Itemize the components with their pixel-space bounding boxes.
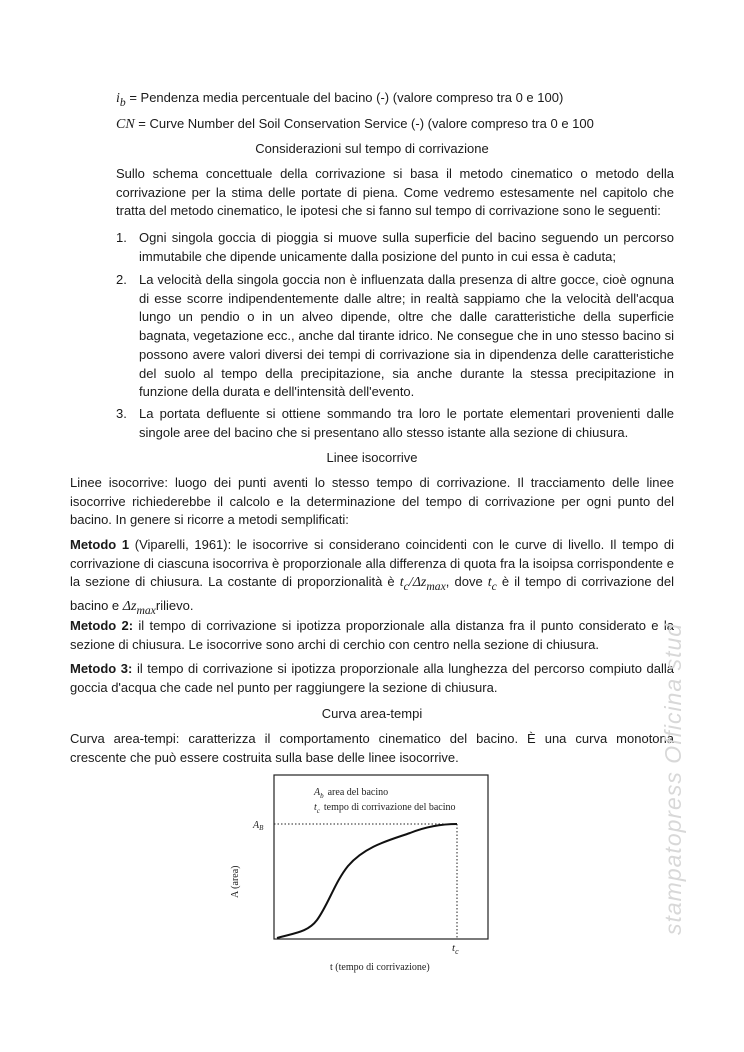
formula-tc: $t_c$ — [487, 575, 497, 594]
legend-ab: $A_b$ area del bacino — [314, 787, 389, 800]
paragraph-curva-intro: Curva area-tempi: caratterizza il comportamento cinematico del bacino. È una curva monotona crescente che può essere costruita sulla base delle linee isocorrive. — [70, 731, 674, 765]
metodo-2-label: Metodo 2: — [70, 618, 134, 633]
y-axis-label: A (area) — [230, 865, 241, 898]
list-item-hypothesis-2: La velocità della singola goccia non è influenzata dalla presenza di altre gocce, cioè ognuna di esse scorre indipendentemente dalle altre; in realtà sappiamo che la velocità dell'acqua lungo un pendio o in un alveo dipende, oltre che dalle caratteristiche della superficie bagnata, vegetazione ecc., anche dal tirante idrico. Ne consegue che in uno stesso bacino si possono avere valori diversi dei tempi di corrivazione sia in dipendenza delle caratteristiche del suolo al tempo della precipitazione, sia anche durante la stessa precipitazione in funzione della durata e dell'intensità dell'evento. — [139, 272, 674, 400]
area-time-curve-figure — [220, 770, 520, 980]
list-number-1: 1. — [116, 230, 127, 245]
x-axis-label: t (tempo di corrivazione) — [330, 962, 430, 973]
ab-label: $A_B$ — [253, 820, 264, 832]
definition-ib: $i_b$ = Pendenza media percentuale del bacino (-) (valore compreso tra 0 e 100) — [116, 90, 564, 109]
definition-cn: CN = Curve Number del Soil Conservation Service (-) (valore compreso tra 0 e 100 — [116, 116, 594, 132]
formula-dz-max: $\Delta z_{max}$ — [122, 598, 156, 617]
paragraph-metodo-1: Metodo 1 (Viparelli, 1961): le isocorrive si considerano coincidenti con le curve di livello. Il tempo di corrivazione di ciascuna isocorriva è proporzionale alla differenza di quota fra la isoipsa corrispondente e la sezione di chiusura. La costante di proporzionalità è $t_c/\Delta z_{max}$, dove $t_c$ è il tempo di corrivazione del bacino e $\Delta z_{max}rilievo$. — [70, 537, 675, 617]
list-number-2: 2. — [116, 272, 127, 287]
list-item-hypothesis-1: Ogni singola goccia di pioggia si muove sulla superficie del bacino seguendo un percorso immutabile che dipende unicamente dalla posizione del punto in cui essa è caduta; — [139, 230, 674, 264]
section-title-corrivazione: Considerazioni sul tempo di corrivazione — [255, 141, 489, 156]
legend-tc: $t_c$ tempo di corrivazione del bacino — [314, 802, 456, 815]
list-item-hypothesis-3: La portata defluente si ottiene sommando tra loro le portate elementari provenienti dalle singole aree del bacino che si presentano allo stesso istante alla sezione di chiusura. — [139, 406, 674, 440]
section-title-curva: Curva area-tempi — [321, 706, 423, 721]
metodo-3-label: Metodo 3: — [70, 661, 133, 676]
paragraph-metodo-2: Metodo 2: il tempo di corrivazione si ipotizza proporzionale alla distanza fra il punto considerato e la sezione di chiusura. Le isocorrive sono archi di cerchio con centro nella sezione di chiusura. — [70, 618, 674, 652]
formula-tc-over-dz: $t_c/\Delta z_{max}$ — [399, 575, 446, 594]
symbol-ib: $i_b$ — [116, 91, 126, 109]
plot-frame — [274, 775, 488, 939]
paragraph-corrivazione-intro: Sullo schema concettuale della corrivazione si basa il metodo cinematico o metodo della corrivazione per la stima delle portate di piena. Come vedremo estesamente nel capitolo che tratta del metodo cinematico, le ipotesi che si fanno sul tempo di corrivazione sono le seguenti: — [116, 166, 674, 219]
symbol-cn: CN — [116, 117, 135, 132]
paragraph-metodo-3: Metodo 3: il tempo di corrivazione si ipotizza proporzionale alla lunghezza del percorso compiuto dalla goccia d'acqua che cade nel punto per raggiungere la sezione di chiusura. — [70, 661, 674, 695]
list-number-3: 3. — [116, 406, 127, 421]
tc-label: $t_c$ — [452, 942, 459, 956]
watermark: stampatopress Officina stud — [660, 622, 686, 935]
section-title-isocorrive: Linee isocorrive — [326, 450, 418, 465]
paragraph-isocorrive-intro: Linee isocorrive: luogo dei punti aventi lo stesso tempo di corrivazione. Il tracciamento delle linee isocorrive richiederebbe il calcolo e la determinazione del tempo di corrivazione per ogni punto del bacino. In genere si ricorre a metodi semplificati: — [70, 475, 674, 528]
area-time-curve — [277, 824, 457, 938]
metodo-1-label: Metodo 1 — [70, 537, 130, 552]
